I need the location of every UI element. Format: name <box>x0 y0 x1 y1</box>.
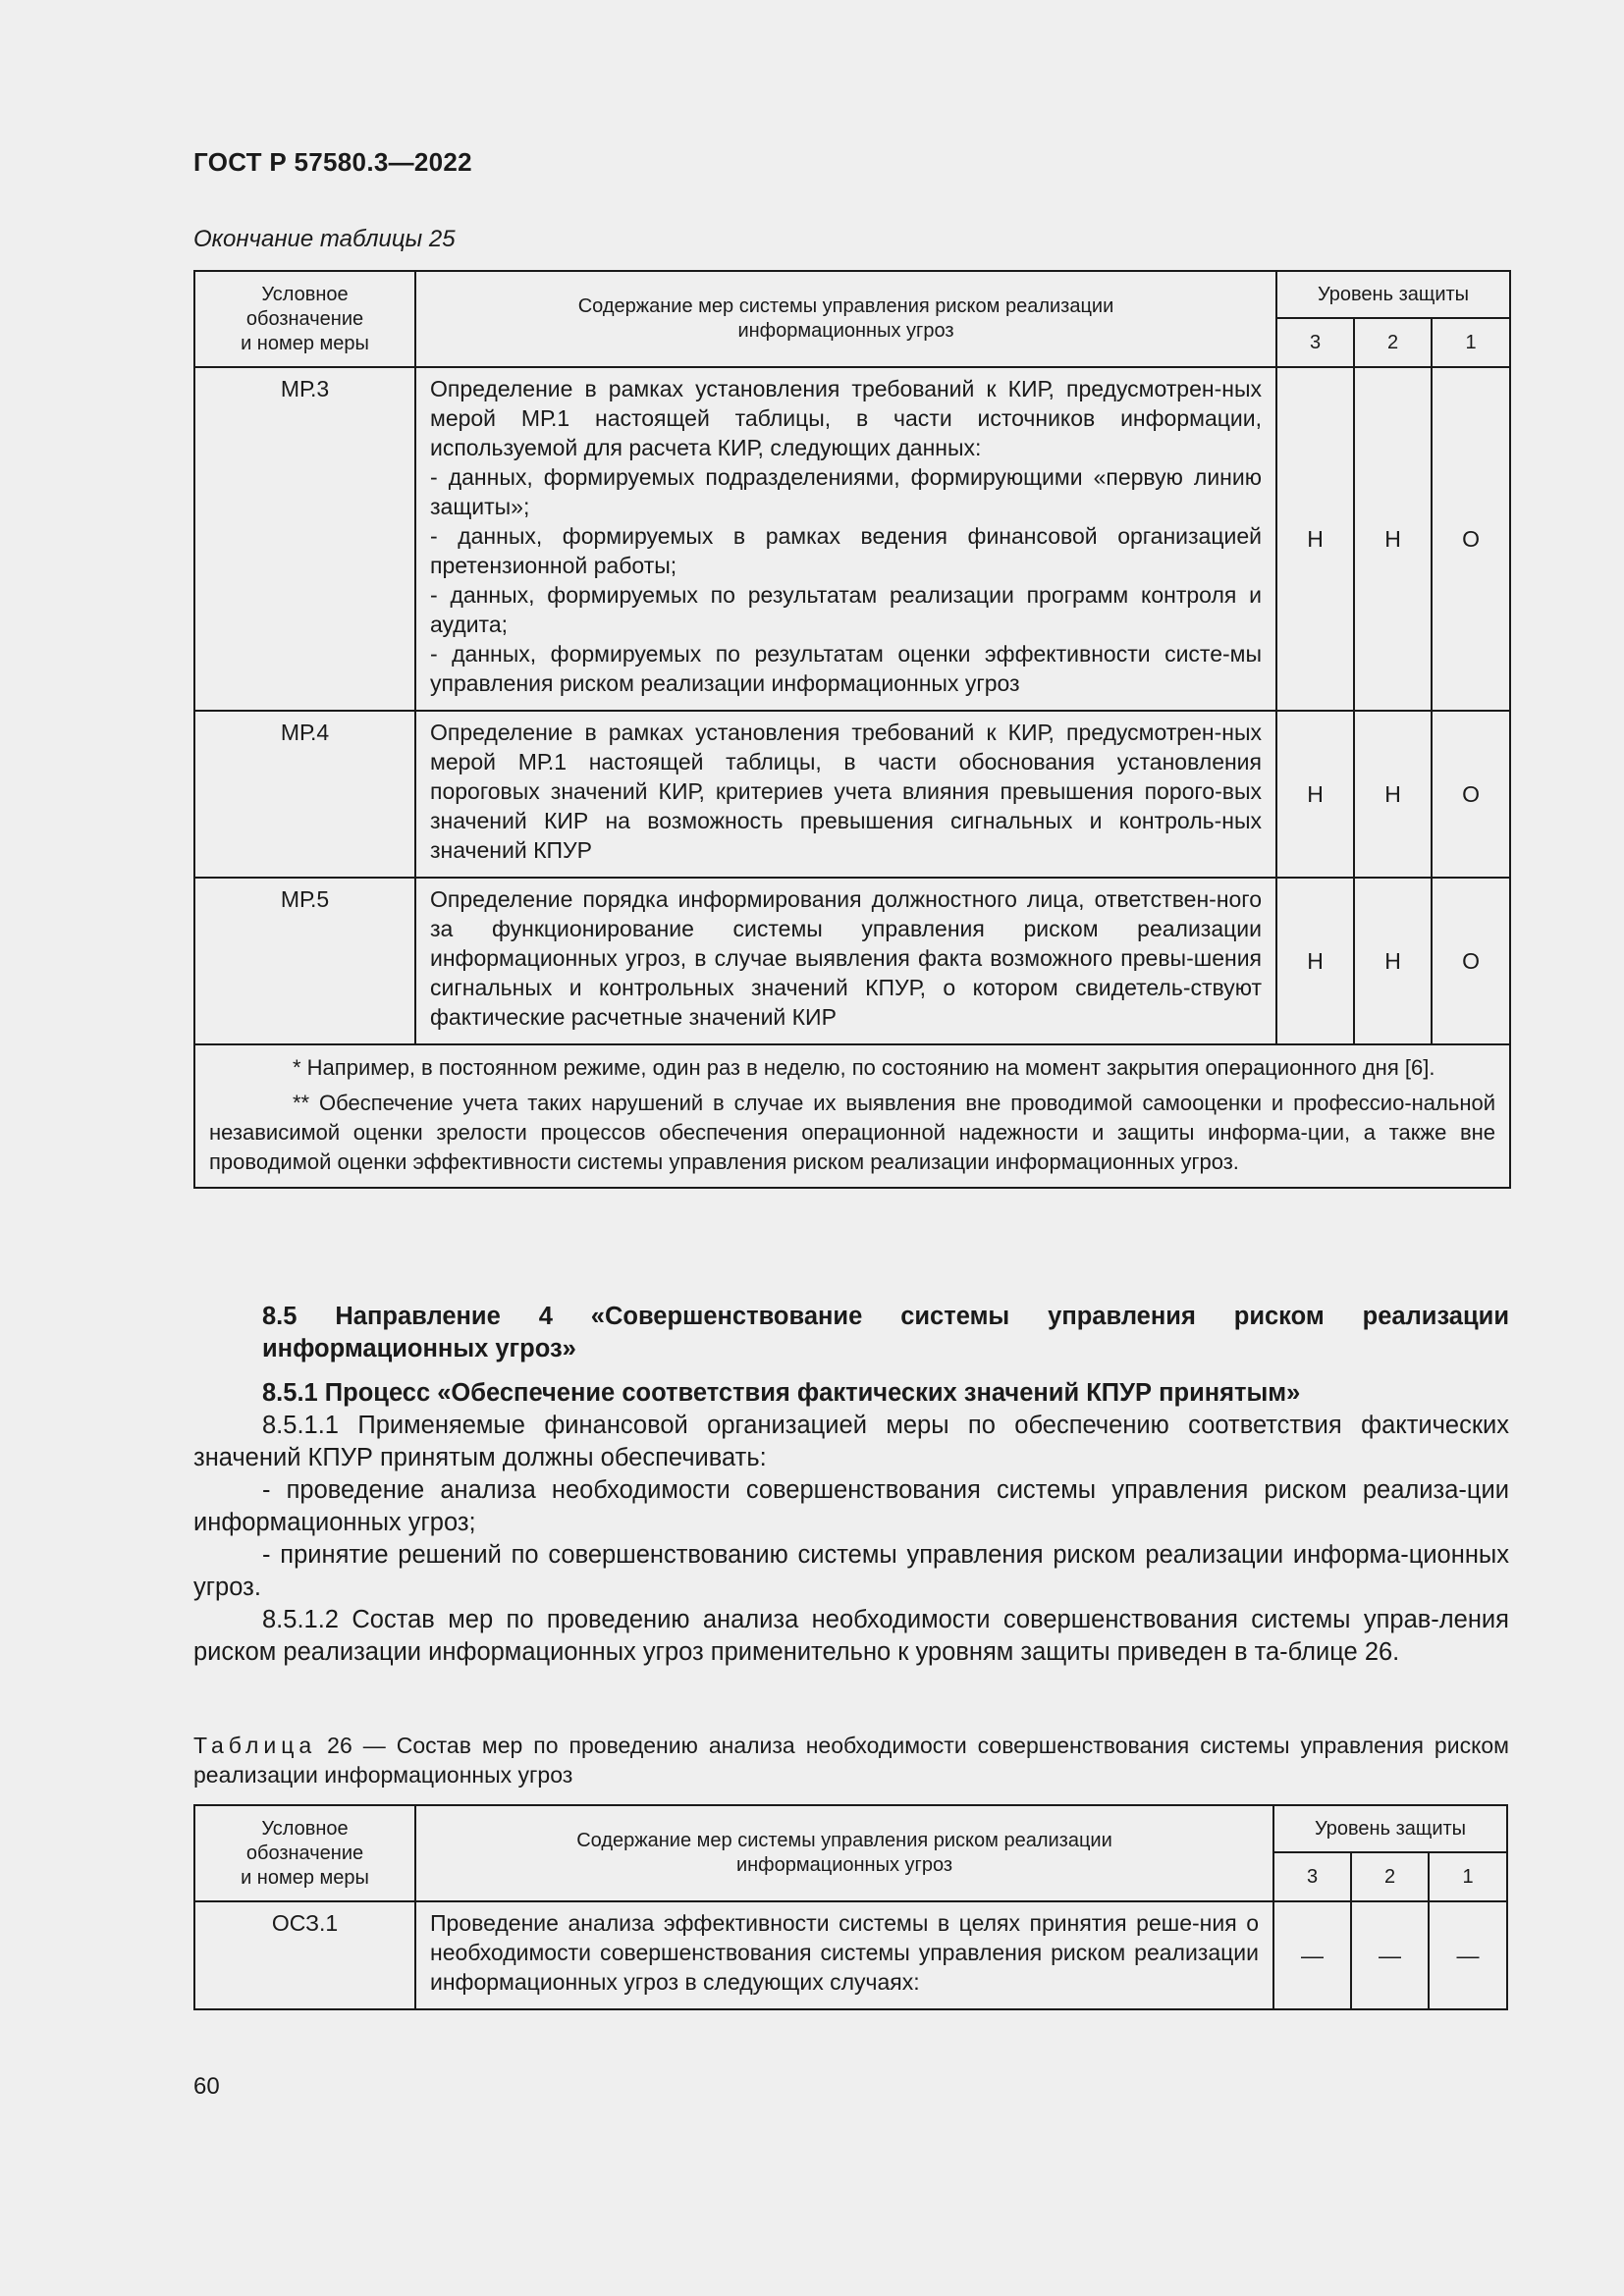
level-1-value: — <box>1429 1901 1507 2009</box>
header-code-line: и номер меры <box>241 1866 369 1889</box>
measure-code: МР.5 <box>194 878 415 1044</box>
level-3-value: Н <box>1276 367 1354 711</box>
level-3-value: Н <box>1276 711 1354 878</box>
header-content <box>415 271 1276 367</box>
measure-description <box>415 1901 1273 2009</box>
table-row <box>194 1901 1507 2009</box>
measure-description-line: - данных, формируемых по результатам реализации программ контроля и аудита; <box>430 582 1262 637</box>
level-1-value: О <box>1432 367 1510 711</box>
header-content-line: Содержание мер системы управления риском реализации <box>577 295 1114 317</box>
table-26-caption <box>193 1731 1509 1789</box>
level-2-value: Н <box>1354 878 1432 1044</box>
caption-label: Таблица <box>193 1733 317 1758</box>
table-notes-row <box>194 1044 1510 1188</box>
header-level-3: 3 <box>1273 1852 1351 1901</box>
measure-code: МР.4 <box>194 711 415 878</box>
header-code-line: и номер меры <box>241 332 369 354</box>
header-code-line: Условное <box>261 1817 349 1840</box>
measure-description-line: Определение в рамках установления требований к КИР, предусмотрен-ных мерой МР.1 настоящей таблицы, в части обоснования установления пороговых значений КИР, критериев учета влияния превышения порого-вых значений КИР на возможность превышения сигнальных и контроль-ных значений КПУР <box>430 720 1262 863</box>
header-content-line: информационных угроз <box>737 320 954 342</box>
bullet-item: - проведение анализа необходимости совершенствования системы управления риском реализа-ции информационных угроз; <box>193 1476 1509 1536</box>
measure-description <box>415 711 1276 878</box>
header-content-line: информационных угроз <box>735 1854 953 1876</box>
header-level-1: 1 <box>1429 1852 1507 1901</box>
section-title: 8.5 Направление 4 «Совершенствование системы управления риском реализации информационных угроз» <box>262 1303 1509 1362</box>
measure-code: МР.3 <box>194 367 415 711</box>
level-3-value: Н <box>1276 878 1354 1044</box>
header-code-line: Условное <box>261 283 349 305</box>
table-25 <box>193 270 1511 1189</box>
paragraph: 8.5.1.1 Применяемые финансовой организацией меры по обеспечению соответствия фактических значений КПУР принятым должны обеспечивать: <box>193 1412 1509 1471</box>
header-level-2: 2 <box>1351 1852 1429 1901</box>
subsection-title: 8.5.1 Процесс «Обеспечение соответствия фактических значений КПУР принятым» <box>262 1379 1301 1407</box>
page-number: 60 <box>193 2073 220 2100</box>
level-2-value: Н <box>1354 367 1432 711</box>
measure-description-line: - данных, формируемых по результатам оценки эффективности систе-мы управления риском реализации информационных угроз <box>430 641 1262 696</box>
level-2-value: — <box>1351 1901 1429 2009</box>
measure-description <box>415 367 1276 711</box>
header-content-line: Содержание мер системы управления риском реализации <box>576 1830 1112 1851</box>
measure-description-line: Определение порядка информирования должностного лица, ответствен-ного за функционирование системы управления риском реализации информационных угроз, в случае выявления факта возможного превы-шения сигнальных и контрольных значений КПУР, о котором свидетель-ствуют фактические расчетные значений КИР <box>430 886 1262 1030</box>
table-continuation-label: Окончание таблицы 25 <box>193 226 456 252</box>
header-level-3: 3 <box>1276 318 1354 367</box>
table-header-row <box>194 1805 1507 1852</box>
level-1-value: О <box>1432 878 1510 1044</box>
table-note: * Например, в постоянном режиме, один раз в неделю, по состоянию на момент закрытия операционного дня [6]. <box>293 1055 1435 1080</box>
table-26 <box>193 1804 1508 2010</box>
table-row <box>194 878 1510 1044</box>
caption-text: 26 — Состав мер по проведению анализа необходимости совершенствования системы управления риском реализации информационных угроз <box>193 1733 1509 1788</box>
table-row <box>194 367 1510 711</box>
header-level: Уровень защиты <box>1273 1805 1507 1852</box>
bullet-item: - принятие решений по совершенствованию системы управления риском реализации информа-ционных угроз. <box>193 1541 1509 1601</box>
measure-description-line: Определение в рамках установления требований к КИР, предусмотрен-ных мерой МР.1 настоящей таблицы, в части источников информации, используемой для расчета КИР, следующих данных: <box>430 376 1262 460</box>
header-content <box>415 1805 1273 1901</box>
level-3-value: — <box>1273 1901 1351 2009</box>
measure-description-line: Проведение анализа эффективности системы в целях принятия реше-ния о необходимости совершенствования системы управления риском реализации информационных угроз в следующих случаях: <box>430 1910 1259 1995</box>
level-2-value: Н <box>1354 711 1432 878</box>
measure-description <box>415 878 1276 1044</box>
level-1-value: О <box>1432 711 1510 878</box>
header-code-line: обозначение <box>245 307 364 330</box>
header-level-2: 2 <box>1354 318 1432 367</box>
measure-description-line: - данных, формируемых подразделениями, формирующими «первую линию защиты»; <box>430 464 1262 519</box>
measure-code: ОСЗ.1 <box>194 1901 415 2009</box>
header-code <box>194 271 415 367</box>
table-notes <box>194 1044 1510 1188</box>
table-header-row <box>194 271 1510 318</box>
header-code <box>194 1805 415 1901</box>
measure-description-line: - данных, формируемых в рамках ведения финансовой организацией претензионной работы; <box>430 523 1262 578</box>
header-level: Уровень защиты <box>1276 271 1510 318</box>
header-code-line: обозначение <box>245 1842 364 1864</box>
table-row <box>194 711 1510 878</box>
table-note: ** Обеспечение учета таких нарушений в случае их выявления вне проводимой самооценки и профессио-нальной независимой оценки зрелости процессов обеспечения операционной надежности и защиты информа-ции, а также вне проводимой оценки эффективности системы управления риском реализации информационных угроз. <box>209 1091 1496 1174</box>
section-8-5 <box>193 1301 1509 1669</box>
document-number: ГОСТ Р 57580.3—2022 <box>193 147 472 177</box>
header-level-1: 1 <box>1432 318 1510 367</box>
paragraph: 8.5.1.2 Состав мер по проведению анализа необходимости совершенствования системы управ-ления риском реализации информационных угроз применительно к уровням защиты приведен в та-блице 26. <box>193 1606 1509 1666</box>
